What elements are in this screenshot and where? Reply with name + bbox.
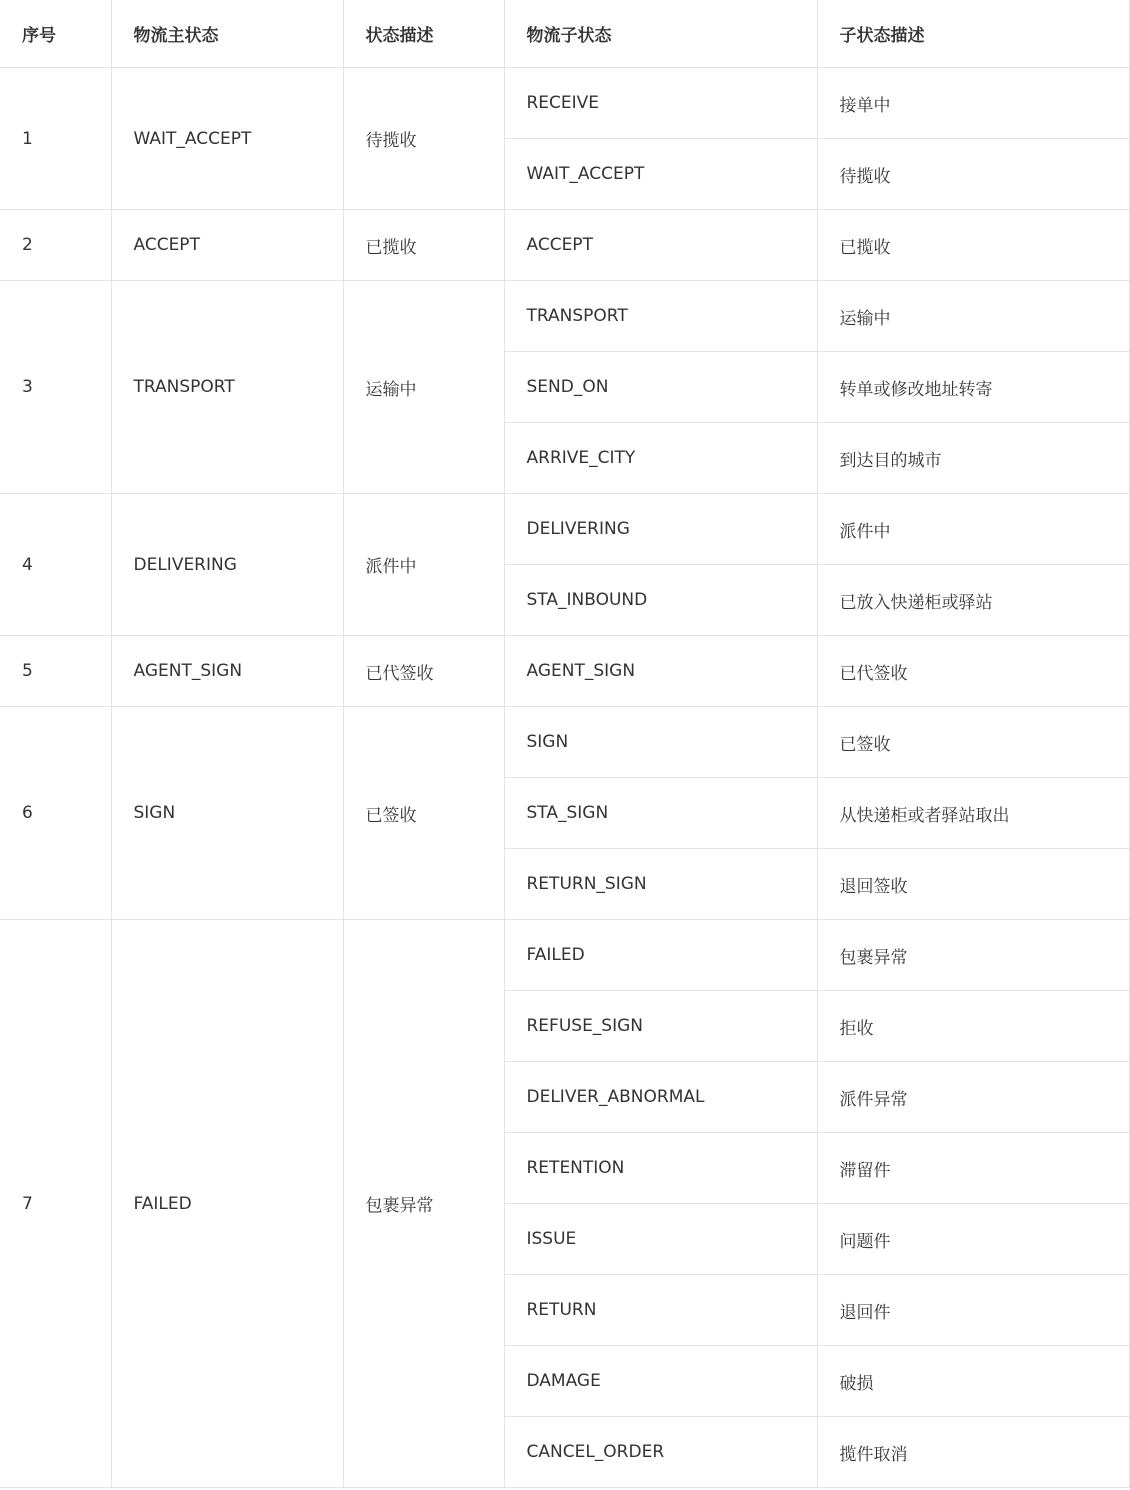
table-body [0,68,1129,1488]
sub-status-desc-cell: 转单或修改地址转寄 [817,352,1129,423]
main-status-cell: SIGN [111,707,343,920]
sub-status-desc-cell: 待揽收 [817,139,1129,210]
sub-status-cell: RECEIVE [504,68,817,139]
sub-status-cell: SEND_ON [504,352,817,423]
header-main-desc: 状态描述 [343,0,504,68]
row-index-cell: 1 [0,68,111,210]
header-sub-desc: 子状态描述 [817,0,1129,68]
sub-status-cell: FAILED [504,920,817,991]
sub-status-desc-cell: 包裹异常 [817,920,1129,991]
main-status-desc-cell: 已签收 [343,707,504,920]
sub-status-desc-cell: 揽件取消 [817,1417,1129,1488]
header-sub-status: 物流子状态 [504,0,817,68]
sub-status-desc-cell: 派件中 [817,494,1129,565]
sub-status-desc-cell: 运输中 [817,281,1129,352]
main-status-desc-cell: 已代签收 [343,636,504,707]
sub-status-cell: RETURN [504,1275,817,1346]
sub-status-cell: ARRIVE_CITY [504,423,817,494]
sub-status-cell: DAMAGE [504,1346,817,1417]
sub-status-cell: CANCEL_ORDER [504,1417,817,1488]
sub-status-cell: TRANSPORT [504,281,817,352]
sub-status-desc-cell: 已放入快递柜或驿站 [817,565,1129,636]
sub-status-cell: ISSUE [504,1204,817,1275]
table-row [0,494,1129,565]
header-row [0,0,1129,68]
row-index-cell: 5 [0,636,111,707]
sub-status-desc-cell: 接单中 [817,68,1129,139]
row-index-cell: 2 [0,210,111,281]
main-status-cell: TRANSPORT [111,281,343,494]
main-status-desc-cell: 已揽收 [343,210,504,281]
table-row [0,707,1129,778]
table-row [0,636,1129,707]
sub-status-desc-cell: 退回件 [817,1275,1129,1346]
main-status-desc-cell: 派件中 [343,494,504,636]
table-row [0,68,1129,139]
row-index-cell: 4 [0,494,111,636]
table-row [0,281,1129,352]
sub-status-cell: RETURN_SIGN [504,849,817,920]
sub-status-cell: AGENT_SIGN [504,636,817,707]
sub-status-desc-cell: 派件异常 [817,1062,1129,1133]
main-status-cell: AGENT_SIGN [111,636,343,707]
sub-status-desc-cell: 已揽收 [817,210,1129,281]
row-index-cell: 3 [0,281,111,494]
main-status-desc-cell: 包裹异常 [343,920,504,1488]
sub-status-desc-cell: 滞留件 [817,1133,1129,1204]
header-index: 序号 [0,0,111,68]
sub-status-cell: ACCEPT [504,210,817,281]
header-main-status: 物流主状态 [111,0,343,68]
row-index-cell: 6 [0,707,111,920]
sub-status-desc-cell: 问题件 [817,1204,1129,1275]
sub-status-desc-cell: 退回签收 [817,849,1129,920]
sub-status-desc-cell: 拒收 [817,991,1129,1062]
sub-status-cell: DELIVERING [504,494,817,565]
sub-status-desc-cell: 破损 [817,1346,1129,1417]
main-status-cell: WAIT_ACCEPT [111,68,343,210]
sub-status-cell: RETENTION [504,1133,817,1204]
sub-status-desc-cell: 到达目的城市 [817,423,1129,494]
sub-status-desc-cell: 从快递柜或者驿站取出 [817,778,1129,849]
sub-status-desc-cell: 已代签收 [817,636,1129,707]
sub-status-desc-cell: 已签收 [817,707,1129,778]
table-row [0,210,1129,281]
sub-status-cell: REFUSE_SIGN [504,991,817,1062]
main-status-cell: ACCEPT [111,210,343,281]
table-header [0,0,1129,68]
sub-status-cell: STA_INBOUND [504,565,817,636]
row-index-cell: 7 [0,920,111,1488]
sub-status-cell: WAIT_ACCEPT [504,139,817,210]
table-row [0,920,1129,991]
sub-status-cell: STA_SIGN [504,778,817,849]
main-status-cell: FAILED [111,920,343,1488]
main-status-cell: DELIVERING [111,494,343,636]
main-status-desc-cell: 待揽收 [343,68,504,210]
sub-status-cell: DELIVER_ABNORMAL [504,1062,817,1133]
main-status-desc-cell: 运输中 [343,281,504,494]
sub-status-cell: SIGN [504,707,817,778]
